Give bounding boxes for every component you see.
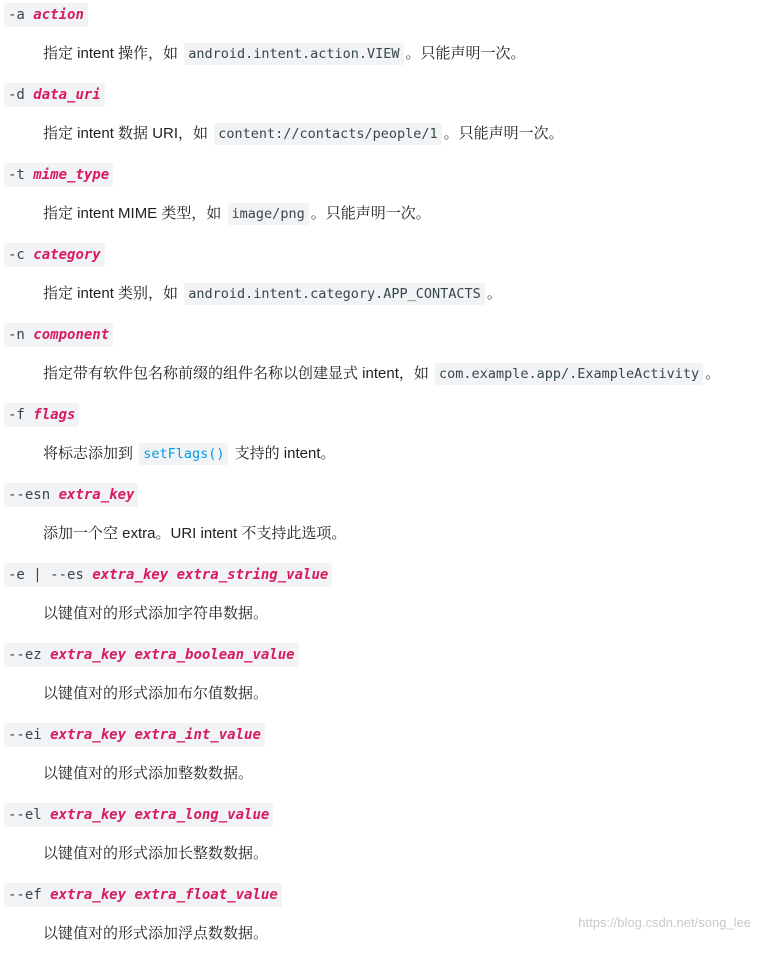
api-link[interactable]: setFlags()	[139, 443, 228, 465]
description-text: 指定 intent 数据 URI，如	[43, 125, 209, 142]
option-description	[43, 442, 336, 466]
option-entry	[0, 160, 761, 240]
description-text: 。	[486, 285, 502, 302]
option-flag: -e | --es	[8, 567, 84, 583]
option-term	[4, 723, 265, 747]
option-flag: -t	[8, 167, 25, 183]
description-text: 以键值对的形式添加长整数数据。	[43, 845, 269, 862]
option-entry	[0, 560, 761, 640]
description-text: 指定带有软件包名称前缀的组件名称以创建显式 intent，如	[43, 365, 429, 382]
description-text: 将标志添加到	[43, 445, 134, 462]
option-description	[43, 602, 268, 626]
option-description	[43, 922, 268, 946]
option-argument: data_uri	[33, 87, 101, 103]
description-text: 以键值对的形式添加浮点数数据。	[43, 925, 269, 942]
option-entry	[0, 800, 761, 880]
option-entry	[0, 240, 761, 320]
option-flag: -n	[8, 327, 25, 343]
option-flag: --el	[8, 807, 42, 823]
option-flag: -a	[8, 7, 25, 23]
option-description	[43, 122, 564, 146]
option-argument: extra_key	[50, 647, 127, 663]
option-description	[43, 282, 502, 306]
option-term	[4, 243, 105, 267]
option-term	[4, 323, 113, 347]
option-description	[43, 522, 346, 546]
description-text: 支持的 intent。	[234, 445, 336, 462]
option-entry	[0, 0, 761, 80]
option-term	[4, 163, 113, 187]
option-flag: --esn	[8, 487, 51, 503]
code-example: image/png	[228, 203, 309, 225]
option-term	[4, 483, 138, 507]
option-entry	[0, 480, 761, 560]
option-argument: extra_key	[50, 887, 127, 903]
option-argument: extra_key	[50, 727, 127, 743]
option-flag: --ef	[8, 887, 42, 903]
description-text: 以键值对的形式添加整数数据。	[43, 765, 254, 782]
description-text: 。只能声明一次。	[443, 125, 564, 142]
option-term	[4, 403, 79, 427]
option-argument: extra_int_value	[134, 727, 261, 743]
watermark: https://blog.csdn.net/song_lee	[578, 915, 751, 930]
option-argument: extra_string_value	[176, 567, 329, 583]
option-description	[43, 682, 268, 706]
option-argument: extra_key	[58, 487, 135, 503]
description-text: 添加一个空 extra。URI intent 不支持此选项。	[43, 525, 347, 542]
option-flag: -f	[8, 407, 25, 423]
option-description	[43, 202, 431, 226]
option-argument: flags	[33, 407, 76, 423]
option-argument: mime_type	[33, 167, 110, 183]
code-example: android.intent.category.APP_CONTACTS	[184, 283, 485, 305]
option-flag: -c	[8, 247, 25, 263]
description-text: 。	[705, 365, 721, 382]
description-text: 以键值对的形式添加布尔值数据。	[43, 685, 269, 702]
code-example: content://contacts/people/1	[214, 123, 441, 145]
option-entry	[0, 400, 761, 480]
option-term	[4, 883, 282, 907]
option-argument: extra_key	[92, 567, 169, 583]
option-entry	[0, 640, 761, 720]
description-text: 。只能声明一次。	[405, 45, 526, 62]
description-text: 指定 intent MIME 类型，如	[43, 205, 222, 222]
option-description	[43, 842, 268, 866]
code-example: com.example.app/.ExampleActivity	[435, 363, 703, 385]
option-description	[43, 762, 253, 786]
option-entry	[0, 320, 761, 400]
option-description	[43, 42, 526, 66]
description-text: 指定 intent 类别，如	[43, 285, 179, 302]
option-flag: --ei	[8, 727, 42, 743]
option-argument: extra_long_value	[134, 807, 270, 823]
description-text: 以键值对的形式添加字符串数据。	[43, 605, 269, 622]
option-entry	[0, 80, 761, 160]
description-text: 指定 intent 操作，如	[43, 45, 179, 62]
option-argument: category	[33, 247, 101, 263]
option-term	[4, 83, 105, 107]
option-argument: component	[33, 327, 110, 343]
option-flag: -d	[8, 87, 25, 103]
option-term	[4, 563, 332, 587]
description-text: 。只能声明一次。	[310, 205, 431, 222]
option-argument: extra_boolean_value	[134, 647, 295, 663]
option-argument: extra_float_value	[134, 887, 278, 903]
option-term	[4, 3, 88, 27]
option-description	[43, 362, 720, 386]
option-argument: action	[33, 7, 84, 23]
option-entry	[0, 720, 761, 800]
option-term	[4, 643, 299, 667]
option-flag: --ez	[8, 647, 42, 663]
option-argument: extra_key	[50, 807, 127, 823]
code-example: android.intent.action.VIEW	[184, 43, 403, 65]
option-term	[4, 803, 273, 827]
